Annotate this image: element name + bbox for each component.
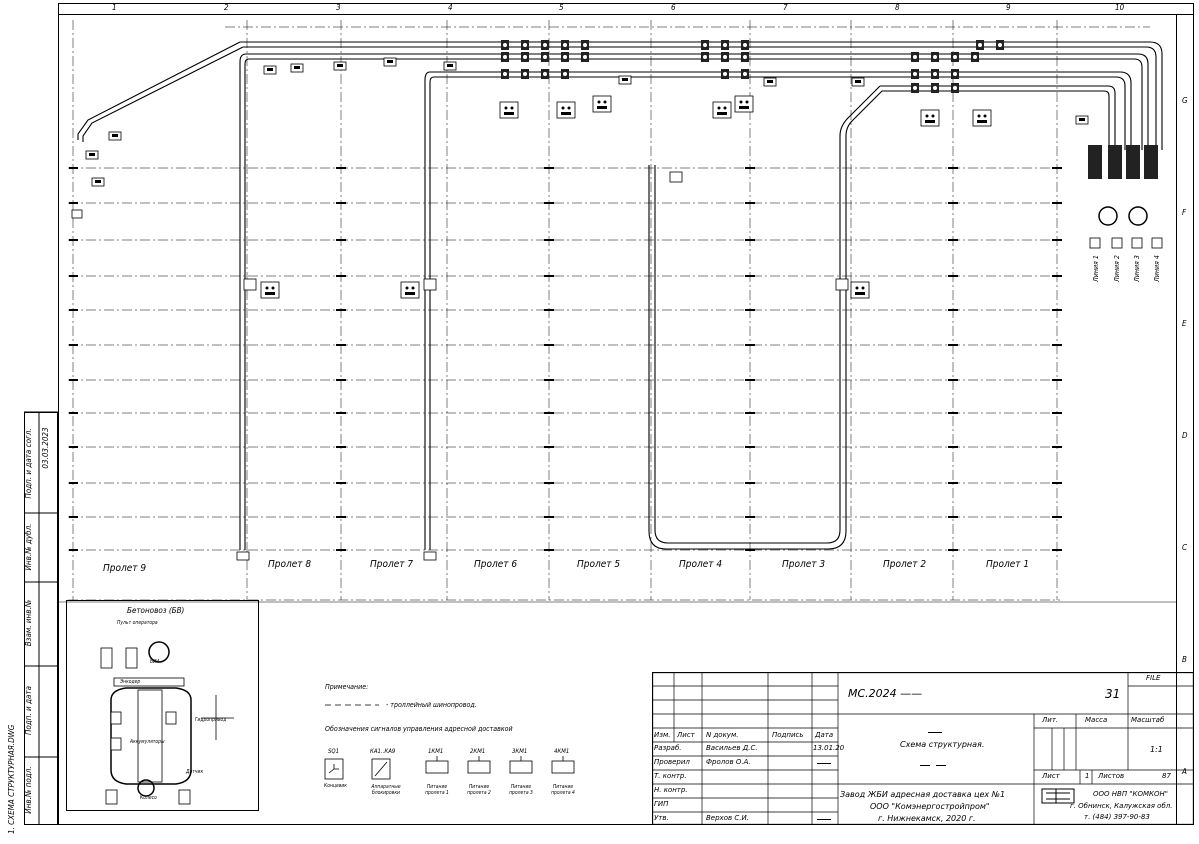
company-line: т. (484) 397-90-83 [1084,813,1150,821]
legend-symbol-desc: Концевик [324,783,348,789]
end-stops [72,172,682,560]
legend-line-text: - троллейный шинопровод. [386,701,477,709]
line-label: Линия 1 [1092,255,1100,282]
bay-label: Пролет 1 [986,559,1030,570]
tb-dash [817,763,831,764]
inset-label: Гидропривод [195,717,227,723]
row-letter: A [1182,767,1187,776]
legend-symbol-desc: Питание пролета 1 [425,784,449,796]
sheet-value: 1 [1085,772,1090,780]
sheets-value: 87 [1162,772,1171,780]
tb-role: Разраб. [654,744,682,752]
bay-label: Пролет 4 [679,559,723,570]
legend-symbol-code: 2КМ1 [470,748,486,755]
row-letter: C [1182,543,1188,552]
legend-symbol-code: 3КМ1 [512,748,528,755]
junction-boxes [244,279,848,290]
tb-date: 13.01.20 [813,744,845,752]
company-line: ООО НВП "КОМКОН" [1093,790,1169,798]
tb-header: Дата [815,731,834,739]
tb-name: Васильев Д.С. [706,744,758,752]
row-letter: G [1182,96,1188,105]
title-dash [936,765,946,766]
col-num: 2 [224,3,229,12]
line-label: Линия 4 [1153,255,1161,282]
project-line: г. Нижнекамск, 2020 г. [878,814,976,823]
sheet-label: Лист [1042,772,1060,780]
legend-symbol-code: 4КМ1 [554,748,570,755]
approval-date: 03.03.2023 [41,427,50,469]
col-num: 4 [448,3,453,12]
tb-name: Фролов О.А. [706,758,751,766]
tb-name: Верхов С.И. [706,814,749,822]
inset-label: Энкодер [120,679,141,685]
drawing-title: Схема структурная. [900,740,985,749]
bay-label: Пролет 5 [577,559,621,570]
col-num: 3 [336,3,341,12]
file-label: FILE [1146,674,1161,682]
tb-header: Изм. [654,731,671,739]
scale-value: 1:1 [1150,745,1163,754]
row-letter: B [1182,655,1187,664]
strip-label: Подп. и дата [24,685,33,736]
col-num: 8 [895,3,900,12]
line-units [1088,145,1162,248]
col-num: 5 [559,3,564,12]
legend-note-title: Примечание: [325,683,369,691]
project-line: Завод ЖБИ адресная доставка цех №1 [840,790,1006,799]
tb-role: Н. контр. [654,786,688,794]
legend-dashed-line [322,700,382,710]
tb-header: Подпись [772,731,804,739]
bay-label: Пролет 7 [370,559,414,570]
tb-role: Проверил [654,758,690,766]
col-num: 10 [1115,3,1125,12]
row-letter: E [1182,319,1187,328]
legend-symbol-code: КА1..КА9 [370,748,396,755]
bay-label: Пролет 3 [782,559,826,570]
tb-role: Утв. [654,814,669,822]
legend-symbol-boxes [318,756,588,784]
bay-label: Пролет 6 [474,559,518,570]
tb-role: Т. контр. [654,772,687,780]
inset-diagram [66,600,259,811]
company-line: г. Обнинск, Калужская обл. [1070,802,1173,810]
col-num: 7 [783,3,788,12]
line-label: Линия 3 [1133,255,1141,282]
tb-header: Лист [677,731,695,739]
row-letter: D [1182,431,1188,440]
tb-header: N докум. [706,731,739,739]
project-line: ООО "Комэнергостройпром" [870,802,990,811]
doc-code: МС.2024 —— [848,687,923,700]
row-letter: F [1182,208,1187,217]
strip-label: Подп. и дата согл. [24,428,33,499]
tb-dash [817,819,831,820]
legend-symbol-desc: Питание пролета 2 [467,784,491,796]
legend-symbol-desc: Питание пролета 3 [509,784,533,796]
strip-label: Инв.№ дубл. [24,523,33,571]
bay-label: Пролет 8 [268,559,312,570]
inset-title: Бетоновоз (БВ) [127,606,185,615]
control-panels [261,96,991,298]
strip-label: Взам. инв.№ [24,599,33,647]
col-num: 9 [1006,3,1011,12]
grid-ticks [69,168,1062,550]
line-label: Линия 2 [1113,255,1121,282]
scale-header: Масштаб [1131,716,1165,724]
col-num: 6 [671,3,676,12]
file-name: 1. СХЕМА СТРУКТУРНАЯ.DWG [7,724,16,834]
title-dash [920,765,930,766]
monorail-tracks [78,42,1162,550]
sheets-label: Листов [1098,772,1125,780]
inset-label: БИ4 [150,659,160,665]
grid-rows [68,168,1060,600]
mass-header: Масса [1085,716,1108,724]
col-num: 1 [112,3,117,12]
bay-label: Пролет 9 [103,563,147,574]
tb-role: ГИП [654,800,669,808]
inset-label: Аккумуляторы [130,739,165,745]
legend-symbols-title: Обозначения сигналов управления адресной доставкой [325,725,513,733]
legend-symbol-code: SQ1 [328,748,340,755]
sheet-number: 31 [1105,687,1121,701]
legend-symbol-code: 1КМ1 [428,748,444,755]
title-dash [928,732,942,733]
inset-label: Датчик [186,769,204,775]
legend-symbol-desc: Аппаратные блокировки [371,784,401,796]
strip-label: Инв.№ подл. [24,766,33,814]
company-logo [1042,789,1074,803]
inset-label: Колесо [140,795,157,801]
inset-label: Пульт оператора [117,620,158,626]
lit-header: Лит. [1042,716,1059,724]
bay-label: Пролет 2 [883,559,927,570]
legend-symbol-desc: Питание пролета 4 [551,784,575,796]
